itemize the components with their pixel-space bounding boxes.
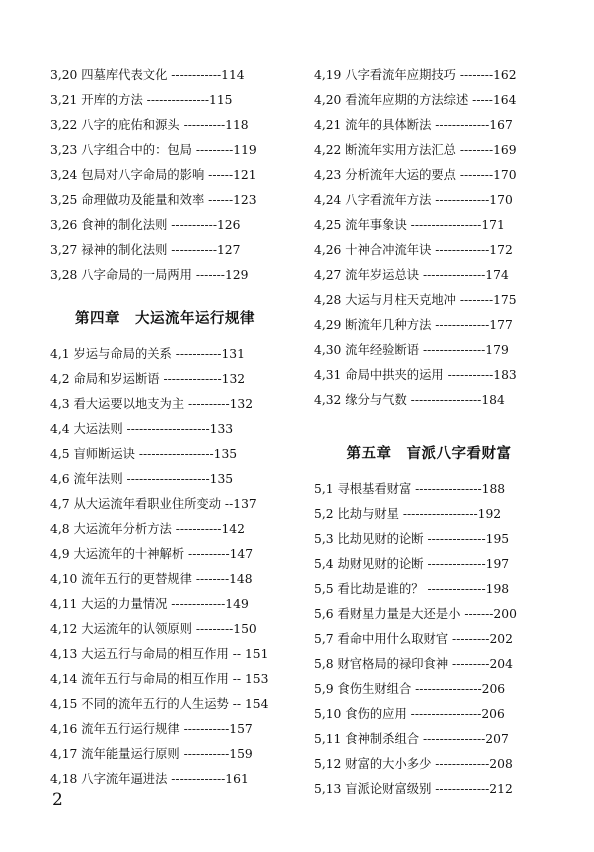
toc-entry: 4,3 看大运要以地支为主 ----------132 xyxy=(50,397,254,411)
toc-entry: 4,27 流年岁运总诀 ---------------174 xyxy=(314,268,509,282)
toc-entry: 4,22 断流年实用方法汇总 --------169 xyxy=(314,143,517,157)
toc-entry: 4,25 流年事象诀 -----------------171 xyxy=(314,218,505,232)
toc-entry: 3,20 四墓库代表文化 ------------114 xyxy=(50,68,245,82)
toc-entry: 4,29 断流年几种方法 -------------177 xyxy=(314,318,513,332)
toc-entry: 5,7 看命中用什么取财官 ---------202 xyxy=(314,632,513,646)
toc-entry: 5,9 食伤生财组合 ----------------206 xyxy=(314,682,506,696)
toc-entry: 4,15 不同的流年五行的人生运势 -- 154 xyxy=(50,697,269,711)
toc-right-column xyxy=(314,63,544,802)
toc-entry: 4,11 大运的力量情况 -------------149 xyxy=(50,597,249,611)
toc-entry: 5,3 比劫见财的论断 --------------195 xyxy=(314,532,510,546)
toc-entry: 5,11 食神制杀组合 ---------------207 xyxy=(314,732,509,746)
toc-entry: 4,12 大运流年的认领原则 ---------150 xyxy=(50,622,257,636)
toc-entry: 4,9 大运流年的十神解析 ----------147 xyxy=(50,547,254,561)
toc-entry: 3,26 食神的制化法则 -----------126 xyxy=(50,218,241,232)
toc-entry: 5,13 盲派论财富级别 -------------212 xyxy=(314,782,513,796)
toc-entry: 5,10 食伤的应用 -----------------206 xyxy=(314,707,505,721)
toc-entry: 5,2 比劫与财星 ------------------192 xyxy=(314,507,502,521)
toc-entry: 4,14 流年五行与命局的相互作用 -- 153 xyxy=(50,672,269,686)
chapter-5-heading: 第五章 盲派八字看财富 xyxy=(346,446,512,462)
toc-entry: 5,5 看比劫是谁的？ --------------198 xyxy=(314,582,510,596)
toc-entry: 4,16 流年五行运行规律 -----------157 xyxy=(50,722,253,736)
toc-entry: 4,13 大运五行与命局的相互作用 -- 151 xyxy=(50,647,269,661)
toc-entry: 4,17 流年能量运行原则 -----------159 xyxy=(50,747,253,761)
toc-entry: 4,30 流年经验断语 ---------------179 xyxy=(314,343,509,357)
toc-entry: 4,26 十神合冲流年诀 -------------172 xyxy=(314,243,513,257)
toc-entry: 4,24 八字看流年方法 -------------170 xyxy=(314,193,513,207)
toc-entry: 3,27 禄神的制化法则 -----------127 xyxy=(50,243,241,257)
toc-entry: 4,1 岁运与命局的关系 -----------131 xyxy=(50,347,245,361)
toc-entry: 4,21 流年的具体断法 -------------167 xyxy=(314,118,513,132)
toc-entry: 4,2 命局和岁运断语 --------------132 xyxy=(50,372,246,386)
page-number: 2 xyxy=(52,790,63,810)
toc-entry: 4,4 大运法则 --------------------133 xyxy=(50,422,234,436)
toc-entry: 3,25 命理做功及能量和效率 ------123 xyxy=(50,193,257,207)
toc-entry: 5,12 财富的大小多少 -------------208 xyxy=(314,757,513,771)
toc-entry: 3,23 八字组合中的：包局 ---------119 xyxy=(50,143,257,157)
toc-entry: 4,18 八字流年逼进法 -------------161 xyxy=(50,772,249,786)
toc-entry: 4,8 大运流年分析方法 -----------142 xyxy=(50,522,245,536)
toc-entry: 4,19 八字看流年应期技巧 --------162 xyxy=(314,68,517,82)
toc-entry: 3,21 开库的方法 ---------------115 xyxy=(50,93,233,107)
toc-entry: 5,6 看财星力量是大还是小 -------200 xyxy=(314,607,517,621)
toc-entry: 4,6 流年法则 --------------------135 xyxy=(50,472,234,486)
toc-entry: 5,4 劫财见财的论断 --------------197 xyxy=(314,557,510,571)
toc-entry: 4,7 从大运流年看职业住所变动 --137 xyxy=(50,497,257,511)
toc-entry: 3,24 包局对八字命局的影响 ------121 xyxy=(50,168,257,182)
toc-left-column xyxy=(50,63,280,792)
toc-entry: 4,32 缘分与气数 -----------------184 xyxy=(314,393,505,407)
toc-entry: 5,8 财官格局的禄印食神 ---------204 xyxy=(314,657,513,671)
toc-entry: 3,28 八字命局的一局两用 -------129 xyxy=(50,268,249,282)
toc-entry: 3,22 八字的庇佑和源头 ----------118 xyxy=(50,118,249,132)
toc-entry: 5,1 寻根基看财富 ----------------188 xyxy=(314,482,506,496)
toc-entry: 4,31 命局中拱夹的运用 -----------183 xyxy=(314,368,517,382)
toc-entry: 4,28 大运与月柱天克地冲 --------175 xyxy=(314,293,517,307)
toc-entry: 4,5 盲师断运诀 ------------------135 xyxy=(50,447,238,461)
toc-entry: 4,23 分析流年大运的要点 --------170 xyxy=(314,168,517,182)
toc-entry: 4,10 流年五行的更替规律 --------148 xyxy=(50,572,253,586)
chapter-4-heading: 第四章 大运流年运行规律 xyxy=(75,311,255,327)
toc-entry: 4,20 看流年应期的方法综述 -----164 xyxy=(314,93,517,107)
